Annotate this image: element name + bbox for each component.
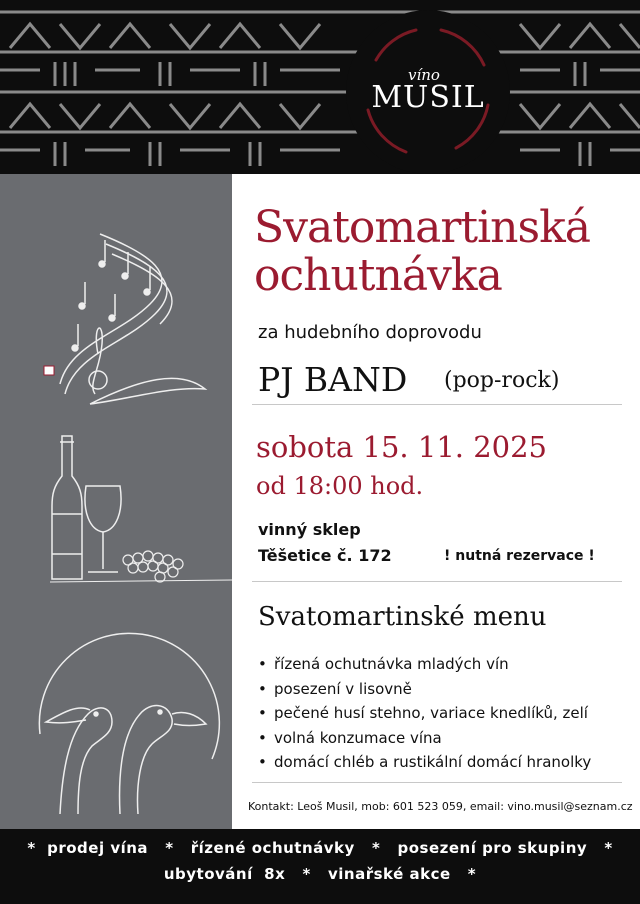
footer-line-2: ubytování 8x * vinařské akce * [163,865,477,883]
location-line-1: vinný sklep [258,520,361,539]
location-line-2: Těšetice č. 172 [258,546,392,565]
logo-script: víno [408,66,440,84]
content-panel [232,174,640,829]
divider-line [252,581,622,582]
geese-icon [39,633,219,814]
divider-line [50,580,232,582]
contact-info: Kontakt: Leoš Musil, mob: 601 523 059, email: vino.musil@seznam.cz [248,800,633,813]
band-name: PJ BAND [258,360,408,399]
wine-bottle-icon [52,436,82,579]
divider-line [252,782,622,783]
header-band [0,0,640,174]
event-date: sobota 15. 11. 2025 [256,430,548,464]
event-title [254,204,590,300]
logo-name: MUSIL [371,80,485,115]
band-genre: (pop-rock) [444,368,560,393]
list-item: • volná konzumace vína [258,726,591,751]
music-notes-icon [60,234,205,404]
grapes-icon [123,551,183,582]
logo [346,10,510,174]
list-item: • domácí chléb a rustikální domácí hranolky [258,750,591,775]
list-item: • pečené husí stehno, variace knedlíků, zelí [258,701,591,726]
menu-title: Svatomartinské menu [258,602,547,632]
list-item: • řízená ochutnávka mladých vín [258,652,591,677]
list-item: • posezení v lisovně [258,677,591,702]
illustrations [0,174,232,829]
footer-line-1: * prodej vína * řízené ochutnávky * posezení pro skupiny * [27,839,613,857]
pattern-decoration [0,0,640,174]
footer-band [0,829,640,904]
reservation-note: ! nutná rezervace ! [444,548,595,564]
title-line-1: Svatomartinská [254,202,590,253]
title-line-2: ochutnávka [254,250,502,301]
illustration-panel [0,174,232,829]
menu-list [258,652,591,775]
wine-glass-icon [85,486,121,572]
divider-line [252,404,622,405]
event-time: od 18:00 hod. [256,472,424,500]
red-square-icon [44,366,54,375]
event-subtitle: za hudebního doprovodu [258,322,482,343]
